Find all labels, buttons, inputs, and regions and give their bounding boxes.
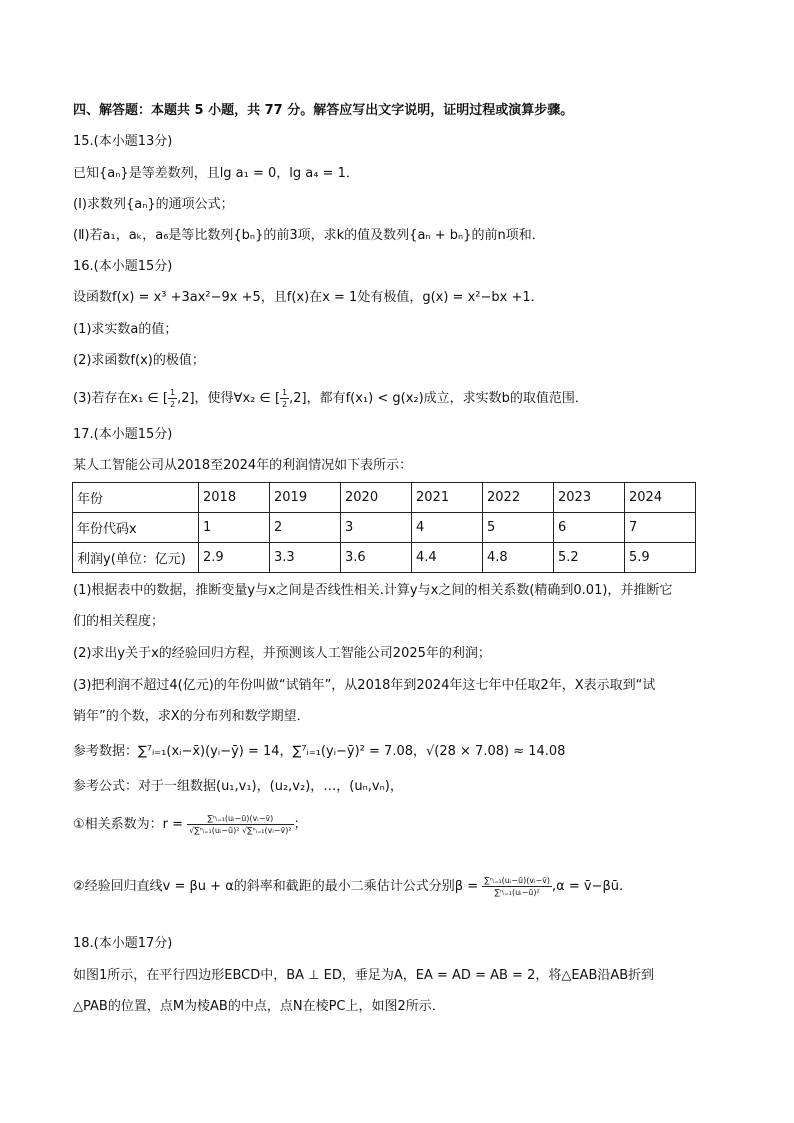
correlation-fraction: $\frac{\text{∑ⁿᵢ₌₁(uᵢ−ū)(vᵢ−v̄)}}{\text{√∑ⁿᵢ₌₁(uᵢ−ū)² √∑ⁿᵢ₌₁(vᵢ−v̄)²}}$ — [189, 814, 292, 835]
table-cell: 年份 — [73, 483, 199, 513]
table-cell: 2019 — [270, 483, 341, 513]
fraction-half: $\frac{1}{2}$ — [282, 388, 288, 409]
question-18-stem-line2: △PAB的位置，点M为棱AB的中点，点N在棱PC上，如图2所示． — [73, 999, 445, 1014]
profit-table — [72, 482, 696, 573]
question-17-part2: (2)求出y关于x的经验回归方程，并预测该人工智能公司2025年的利润； — [73, 646, 491, 661]
question-15-stem: 已知{aₙ}是等差数列，且lg a₁ = 0，lg a₄ = 1． — [73, 166, 359, 181]
question-15-part2: (Ⅱ)若a₁，aₖ，a₆是等比数列{bₙ}的前3项，求k的值及数列{aₙ + bₙ}的前n项和． — [73, 228, 545, 243]
table-cell: 3.3 — [270, 543, 341, 573]
question-16-part2: (2)求函数f(x)的极值； — [73, 353, 205, 368]
table-cell: 2022 — [483, 483, 554, 513]
reference-data: 参考数据：∑⁷ᵢ₌₁(xᵢ−x̄)(yᵢ−ȳ) = 14，∑⁷ᵢ₌₁(yᵢ−ȳ)² = 7.08，√(28 × 7.08) ≈ 14.08 — [73, 744, 566, 759]
table-row — [73, 483, 696, 513]
table-cell: 2020 — [341, 483, 412, 513]
table-cell: 4.8 — [483, 543, 554, 573]
table-row — [73, 543, 696, 573]
table-cell: 2023 — [554, 483, 625, 513]
table-cell: 1 — [199, 513, 270, 543]
question-17-part1-line1: (1)根据表中的数据，推断变量y与x之间是否线性相关.计算y与x之间的相关系数(精确到0.01)，并推断它 — [73, 583, 673, 598]
table-cell: 4 — [412, 513, 483, 543]
question-17-title: 17.(本小题15分) — [73, 427, 173, 442]
formula-regression: ②经验回归直线v = βu + α的斜率和截距的最小二乘估计公式分别β = $\frac{\text{∑ⁿᵢ₌₁(uᵢ−ū)(vᵢ−v̄)}}{\text{∑ⁿᵢ₌₁(uᵢ−ū)²}}$ ,α = v̄−βū. — [73, 876, 624, 897]
formula-correlation: ①相关系数为：r = $\frac{\text{∑ⁿᵢ₌₁(uᵢ−ū)(vᵢ−v̄)}}{\text{√∑ⁿᵢ₌₁(uᵢ−ū)² √∑ⁿᵢ₌₁(vᵢ−v̄)²}}$ ； — [73, 814, 307, 835]
table-cell: 2.9 — [199, 543, 270, 573]
question-16-part1: (1)求实数a的值； — [73, 322, 178, 337]
question-16-title: 16.(本小题15分) — [73, 259, 173, 274]
reference-formula-intro: 参考公式：对于一组数据(u₁,v₁)，(u₂,v₂)，…，(uₙ,vₙ)， — [73, 779, 403, 794]
table-cell: 利润y(单位：亿元) — [73, 543, 199, 573]
table-cell: 2 — [270, 513, 341, 543]
question-18-title: 18.(本小题17分) — [73, 936, 173, 951]
table-cell: 6 — [554, 513, 625, 543]
table-cell: 3 — [341, 513, 412, 543]
table-cell: 7 — [625, 513, 696, 543]
table-cell: 3.6 — [341, 543, 412, 573]
question-15-title: 15.(本小题13分) — [73, 134, 173, 149]
question-18-stem-line1: 如图1所示，在平行四边形EBCD中，BA ⊥ ED，垂足为A，EA = AD = AB = 2，将△EAB沿AB折到 — [73, 968, 655, 983]
table-row — [73, 513, 696, 543]
question-16-stem: 设函数f(x) = x³ +3ax²−9x +5，且f(x)在x = 1处有极值，g(x) = x²−bx +1． — [73, 290, 544, 305]
table-cell: 2018 — [199, 483, 270, 513]
table-cell: 4.4 — [412, 543, 483, 573]
question-17-part3-line1: (3)把利润不超过4(亿元)的年份叫做“试销年”，从2018年到2024年这七年中任取2年，X表示取到“试 — [73, 678, 656, 693]
table-cell: 2021 — [412, 483, 483, 513]
table-cell: 5 — [483, 513, 554, 543]
question-17-part3-line2: 销年”的个数，求X的分布列和数学期望． — [73, 709, 310, 724]
table-cell: 2024 — [625, 483, 696, 513]
fraction-half: $\frac{1}{2}$ — [169, 388, 176, 409]
table-cell: 5.9 — [625, 543, 696, 573]
table-cell: 5.2 — [554, 543, 625, 573]
question-17-part1-line2: 们的相关程度； — [73, 614, 165, 629]
question-17-stem: 某人工智能公司从2018至2024年的利润情况如下表所示： — [73, 458, 413, 473]
slope-fraction: $\frac{\text{∑ⁿᵢ₌₁(uᵢ−ū)(vᵢ−v̄)}}{\text{∑ⁿᵢ₌₁(uᵢ−ū)²}}$ — [484, 876, 551, 897]
question-16-part3: (3)若存在x₁ ∈ [ $\frac{1}{2}$ ,2]，使得∀x₂ ∈ [ $\frac{1}{2}$ ,2]，都有f(x₁) < g(x₂)成立，求实数b的取值范围． — [73, 388, 588, 409]
section-header: 四、解答题：本题共 5 小题，共 77 分。解答应写出文字说明，证明过程或演算步骤。 — [73, 103, 574, 118]
question-15-part1: (Ⅰ)求数列{aₙ}的通项公式； — [73, 197, 234, 212]
table-cell: 年份代码x — [73, 513, 199, 543]
